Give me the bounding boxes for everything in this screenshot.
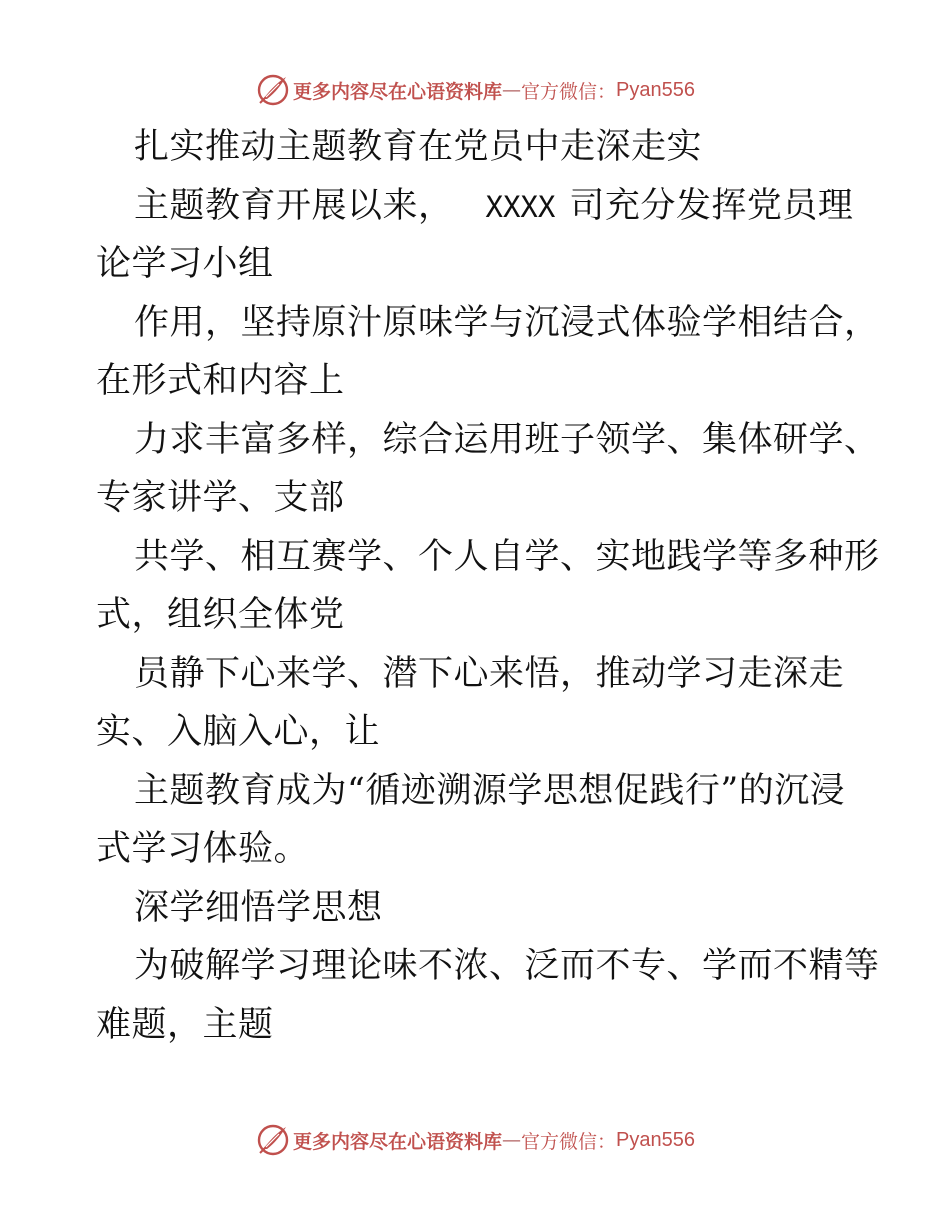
footer-banner-text <box>293 1127 695 1154</box>
company-code: XXXX <box>485 189 556 224</box>
brand-text: 更多内容尽在心语资料库 <box>293 1130 503 1153</box>
feather-quill-logo-icon <box>255 1122 291 1158</box>
section-heading: 深学细悟学思想 <box>134 887 383 928</box>
header-banner-text <box>293 77 695 104</box>
document-body <box>96 118 880 1054</box>
paragraph-6-line-1: 主题教育成为“循迹溯源学思想促践行”的沉浸 <box>134 770 846 811</box>
banner-separator: — <box>502 1129 522 1151</box>
paragraph-2-line-2: 在形式和内容上 <box>96 361 345 401</box>
paragraph-1-line-2: 论学习小组 <box>96 244 274 284</box>
paragraph-2-line-1: 作用，坚持原汁原味学与沉浸式体验学相结合， <box>134 302 880 343</box>
feather-quill-logo-icon <box>255 72 291 108</box>
paragraph-1-line-1 <box>96 177 866 236</box>
paragraph-6-line-2: 式学习体验。 <box>96 829 310 869</box>
paragraph-1-text-b: 司充分发挥党员理 <box>569 185 854 226</box>
paragraph-1-text-a: 主题教育开展以来， <box>134 185 454 226</box>
paragraph-7-line-2: 难题，主题 <box>96 1004 274 1045</box>
wechat-label: 官方微信： <box>521 1130 617 1153</box>
wechat-label: 官方微信： <box>521 80 617 103</box>
paragraph-4-line-2: 式，组织全体党 <box>96 595 345 635</box>
document-title: 扎实推动主题教育在党员中走深走实 <box>134 127 703 167</box>
wechat-id: Pyan556 <box>616 1128 695 1151</box>
banner-separator: — <box>502 79 522 101</box>
paragraph-5-line-2: 实、入脑入心，让 <box>96 712 381 752</box>
wechat-id: Pyan556 <box>616 78 695 101</box>
paragraph-7-line-1: 为破解学习理论味不浓、泛而不专、学而不精等 <box>134 946 880 986</box>
header-banner <box>0 70 950 110</box>
paragraph-3-line-1: 力求丰富多样，综合运用班子领学、集体研学、 <box>134 419 880 460</box>
paragraph-4-line-1: 共学、相互赛学、个人自学、实地践学等多种形 <box>134 536 880 577</box>
paragraph-5-line-1: 员静下心来学、潜下心来悟，推动学习走深走 <box>134 653 845 694</box>
footer-banner <box>0 1120 950 1160</box>
paragraph-3-line-2: 专家讲学、支部 <box>96 478 345 518</box>
brand-text: 更多内容尽在心语资料库 <box>293 80 503 103</box>
